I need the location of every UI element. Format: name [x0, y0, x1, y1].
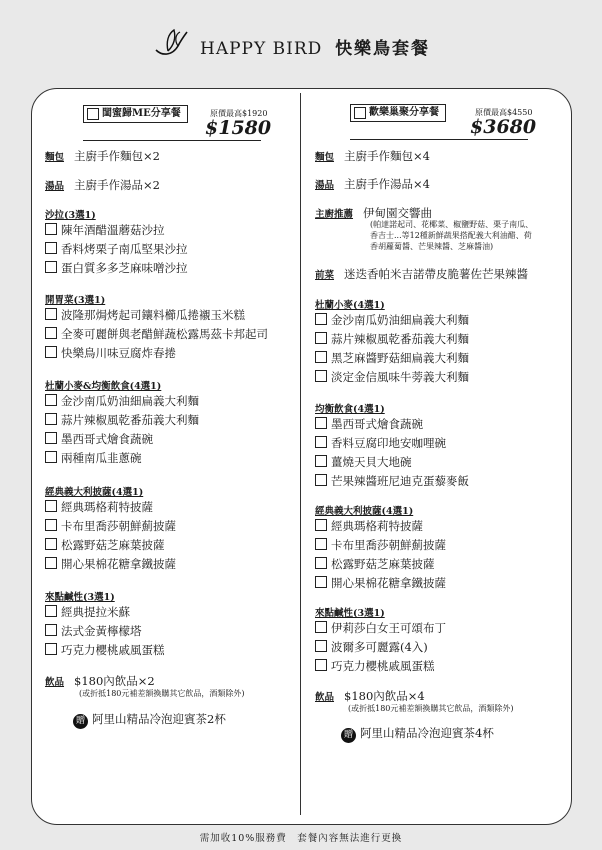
- right-menu-option[interactable]: [315, 416, 423, 432]
- option-label: 快樂鳥川味豆腐炸春捲: [61, 346, 176, 360]
- right-menu-option[interactable]: [315, 435, 446, 451]
- option-label: 開心果棉花糖拿鐵披薩: [61, 557, 176, 571]
- right-featured-label: 主廚推薦: [315, 209, 354, 220]
- option-checkbox[interactable]: [45, 346, 57, 358]
- option-label: 兩種南瓜韭蔥碗: [61, 451, 142, 465]
- option-label: 巧克力櫻桃戚風蛋糕: [331, 659, 435, 673]
- right-set-name: 歡樂巢聚分享餐: [369, 107, 439, 118]
- right-menu-option[interactable]: [315, 369, 469, 385]
- right-drink-label: 飲品: [315, 692, 335, 703]
- right-section-title: 來點鹹性(3選1): [315, 608, 385, 619]
- left-menu-option[interactable]: [45, 326, 268, 342]
- left-menu-option[interactable]: [45, 393, 199, 409]
- option-checkbox[interactable]: [45, 242, 57, 254]
- option-checkbox[interactable]: [315, 436, 327, 448]
- option-label: 淡定金信風味牛蒡義大利麵: [331, 370, 469, 384]
- left-menu-option[interactable]: [45, 222, 165, 238]
- right-menu-option[interactable]: [315, 639, 428, 655]
- option-checkbox[interactable]: [45, 643, 57, 655]
- option-checkbox[interactable]: [45, 451, 57, 463]
- service-charge-footer: 需加收10%服務費 套餐內容無法進行更換: [199, 833, 403, 844]
- right-menu-option[interactable]: [315, 312, 469, 328]
- option-checkbox[interactable]: [315, 659, 327, 671]
- option-checkbox[interactable]: [45, 308, 57, 320]
- option-checkbox[interactable]: [45, 432, 57, 444]
- left-original-price: 原價最高$1920: [210, 109, 268, 118]
- option-checkbox[interactable]: [45, 519, 57, 531]
- option-checkbox[interactable]: [315, 538, 327, 550]
- right-price-underline: [350, 139, 528, 140]
- option-label: 香料烤栗子南瓜堅果沙拉: [61, 242, 188, 256]
- left-set-name: 閨蜜歸ME分享餐: [102, 108, 181, 119]
- brand-name-zh: 快樂鳥套餐: [335, 39, 431, 59]
- option-checkbox[interactable]: [45, 327, 57, 339]
- left-bread-label: 麵包: [45, 152, 65, 163]
- brand-title: [200, 34, 430, 59]
- option-checkbox[interactable]: [315, 474, 327, 486]
- option-label: 香料豆腐印地安咖哩碗: [331, 436, 446, 450]
- left-drink-note: (或折抵180元補差額換購其它飲品，酒類除外): [79, 689, 245, 698]
- option-checkbox[interactable]: [315, 351, 327, 363]
- option-checkbox[interactable]: [45, 500, 57, 512]
- option-label: 芒果辣醬班尼迪克蛋藜麥飯: [331, 474, 469, 488]
- left-menu-option[interactable]: [45, 307, 245, 323]
- option-label: 金沙南瓜奶油細扁義大利麵: [331, 313, 469, 327]
- right-gift-text: 阿里山精品冷泡迎賓茶4杯: [360, 726, 494, 740]
- option-checkbox[interactable]: [45, 538, 57, 550]
- option-checkbox[interactable]: [45, 605, 57, 617]
- option-label: 經典瑪格莉特披薩: [331, 519, 423, 533]
- option-label: 蒜片辣椒風乾番茄義大利麵: [61, 413, 199, 427]
- left-menu-option[interactable]: [45, 556, 176, 572]
- right-set-checkbox[interactable]: [354, 107, 366, 119]
- right-original-price: 原價最高$4550: [475, 108, 533, 117]
- option-checkbox[interactable]: [45, 413, 57, 425]
- left-menu-option[interactable]: [45, 241, 188, 257]
- right-set-name-box[interactable]: [350, 104, 446, 122]
- brand-name-en: HAPPY BIRD: [200, 39, 323, 59]
- left-section-title: 經典義大利披薩(4選1): [45, 487, 144, 498]
- option-checkbox[interactable]: [315, 313, 327, 325]
- menu-header: [0, 0, 602, 88]
- right-starter-text: 迷迭香帕米吉諾帶皮脆薯佐芒果辣醬: [344, 267, 529, 281]
- option-checkbox[interactable]: [45, 624, 57, 636]
- bird-logo-icon: [154, 28, 188, 58]
- option-label: 墨西哥式燴食蔬碗: [331, 417, 423, 431]
- right-starter-label: 前菜: [315, 270, 335, 281]
- option-checkbox[interactable]: [315, 370, 327, 382]
- gift-badge: 贈: [73, 714, 88, 729]
- right-featured-text: 伊甸園交響曲: [363, 206, 433, 220]
- right-soup-label: 湯品: [315, 180, 335, 191]
- option-label: 巧克力櫻桃戚風蛋糕: [61, 643, 165, 657]
- right-starter-row: [315, 266, 528, 282]
- left-menu-option[interactable]: [45, 623, 142, 639]
- right-menu-option[interactable]: [315, 556, 435, 572]
- right-bread-label: 麵包: [315, 152, 335, 163]
- option-label: 松露野菇芝麻葉披薩: [331, 557, 435, 571]
- option-checkbox[interactable]: [315, 621, 327, 633]
- option-label: 薑燒天貝大地碗: [331, 455, 412, 469]
- option-label: 陳年酒醋溫蘑菇沙拉: [61, 223, 165, 237]
- left-section-title: 沙拉(3選1): [45, 210, 96, 221]
- left-soup-label: 湯品: [45, 181, 65, 192]
- left-bread-row: [45, 148, 160, 164]
- right-featured-note-1: (帕達諾起司、花椰菜、椒鹽野菇、栗子南瓜、: [370, 220, 534, 229]
- right-menu-option[interactable]: [315, 454, 412, 470]
- option-checkbox[interactable]: [315, 519, 327, 531]
- left-soup-row: [45, 177, 160, 193]
- right-drink-text: $180內飲品×4: [344, 689, 425, 703]
- left-set-name-box[interactable]: [83, 105, 188, 123]
- left-drink-label: 飲品: [45, 677, 65, 688]
- option-label: 金沙南瓜奶油細扁義大利麵: [61, 394, 199, 408]
- option-label: 法式金黃檸檬塔: [61, 624, 142, 638]
- option-label: 墨西哥式燴食蔬碗: [61, 432, 153, 446]
- right-menu-option[interactable]: [315, 331, 469, 347]
- right-bread-text: 主廚手作麵包×4: [344, 149, 430, 163]
- option-checkbox[interactable]: [45, 223, 57, 235]
- option-label: 蒜片辣椒風乾番茄義大利麵: [331, 332, 469, 346]
- right-set-price: $3680: [470, 116, 537, 138]
- left-section-title: 杜蘭小麥&均衡飲食(4選1): [45, 381, 162, 392]
- right-bread-row: [315, 148, 430, 164]
- left-menu-option[interactable]: [45, 450, 142, 466]
- option-label: 全麥可麗餅與老醋鮮蔬松露馬茲卡邦起司: [61, 327, 268, 341]
- option-label: 開心果棉花糖拿鐵披薩: [331, 576, 446, 590]
- option-checkbox[interactable]: [315, 557, 327, 569]
- option-checkbox[interactable]: [45, 261, 57, 273]
- option-label: 經典提拉米蘇: [61, 605, 130, 619]
- right-featured-note-3: 香胡蘿蔔醬、芒果辣醬、芝麻醬油): [370, 242, 494, 251]
- left-bread-text: 主廚手作麵包×2: [74, 149, 160, 163]
- option-label: 經典瑪格莉特披薩: [61, 500, 153, 514]
- right-menu-option[interactable]: [315, 537, 446, 553]
- option-label: 伊莉莎白女王可頌布丁: [331, 621, 446, 635]
- right-section-title: 均衡飲食(4選1): [315, 404, 385, 415]
- left-gift-row: [73, 711, 226, 729]
- right-menu-option[interactable]: [315, 658, 435, 674]
- right-featured-note-2: 香吉士...等12種新鮮蔬果搭配義大利油醋、荷: [370, 231, 532, 240]
- left-section-title: 來點鹹性(3選1): [45, 592, 115, 603]
- left-menu-option[interactable]: [45, 642, 165, 658]
- right-section-title: 杜蘭小麥(4選1): [315, 300, 385, 311]
- column-divider: [300, 93, 301, 815]
- option-label: 波爾多可麗露(4入): [331, 640, 428, 654]
- option-checkbox[interactable]: [45, 394, 57, 406]
- left-set-checkbox[interactable]: [87, 108, 99, 120]
- left-menu-option[interactable]: [45, 518, 176, 534]
- left-drink-row: [45, 673, 155, 689]
- left-menu-option[interactable]: [45, 260, 188, 276]
- right-section-title: 經典義大利披薩(4選1): [315, 506, 414, 517]
- right-menu-option[interactable]: [315, 620, 446, 636]
- right-soup-text: 主廚手作湯品×4: [344, 177, 430, 191]
- left-drink-text: $180內飲品×2: [74, 674, 155, 688]
- option-label: 卡布里喬莎朝鮮薊披薩: [61, 519, 176, 533]
- right-menu-option[interactable]: [315, 575, 446, 591]
- left-soup-text: 主廚手作湯品×2: [74, 178, 160, 192]
- option-label: 黑芝麻醬野菇細扁義大利麵: [331, 351, 469, 365]
- option-checkbox[interactable]: [315, 640, 327, 652]
- right-menu-option[interactable]: [315, 518, 423, 534]
- left-menu-option[interactable]: [45, 412, 199, 428]
- right-menu-option[interactable]: [315, 350, 469, 366]
- right-gift-row: [341, 725, 494, 743]
- left-menu-option[interactable]: [45, 431, 153, 447]
- option-label: 波隆那焗烤起司鑲料櫛瓜捲襯玉米糕: [61, 308, 245, 322]
- gift-badge: 贈: [341, 728, 356, 743]
- option-checkbox[interactable]: [315, 417, 327, 429]
- left-price-underline: [83, 140, 261, 141]
- option-checkbox[interactable]: [315, 332, 327, 344]
- right-drink-note: (或折抵180元補差額換購其它飲品，酒類除外): [348, 704, 514, 713]
- right-menu-option[interactable]: [315, 473, 469, 489]
- option-label: 松露野菇芝麻葉披薩: [61, 538, 165, 552]
- left-gift-text: 阿里山精品冷泡迎賓茶2杯: [92, 712, 226, 726]
- left-section-title: 開胃菜(3選1): [45, 295, 106, 306]
- option-label: 卡布里喬莎朝鮮薊披薩: [331, 538, 446, 552]
- left-menu-option[interactable]: [45, 499, 153, 515]
- right-soup-row: [315, 176, 430, 192]
- left-menu-option[interactable]: [45, 345, 176, 361]
- right-drink-row: [315, 688, 425, 704]
- left-set-price: $1580: [205, 117, 272, 139]
- left-menu-option[interactable]: [45, 537, 165, 553]
- option-checkbox[interactable]: [45, 557, 57, 569]
- option-checkbox[interactable]: [315, 576, 327, 588]
- left-menu-option[interactable]: [45, 604, 130, 620]
- option-label: 蛋白質多多芝麻味噌沙拉: [61, 261, 188, 275]
- option-checkbox[interactable]: [315, 455, 327, 467]
